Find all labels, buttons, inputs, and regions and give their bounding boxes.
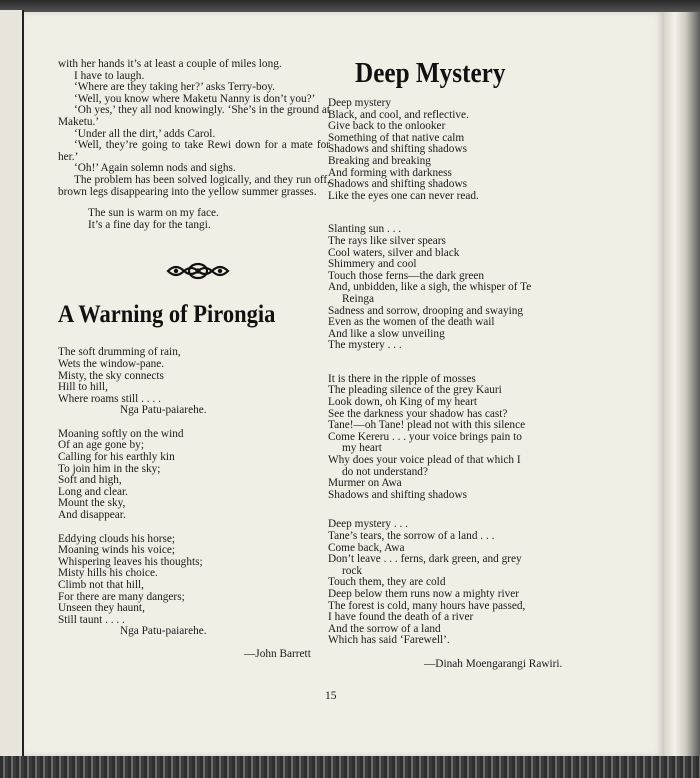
- poem-line: Moaning winds his voice;: [58, 544, 176, 557]
- poem-line: For there are many dangers;: [58, 590, 185, 603]
- poem-line: And disappear.: [58, 509, 126, 522]
- poem-line: Like the eyes one can never read.: [328, 189, 479, 202]
- poem-line: Where roams still . . . .: [58, 392, 161, 405]
- poem-line: Whispering leaves his thoughts;: [58, 555, 203, 568]
- poem-line: Unseen they haunt,: [58, 602, 145, 615]
- poem-line: Eddying clouds his horse;: [58, 532, 176, 545]
- poem-line: Don’t leave . . . ferns, dark green, and grey: [328, 553, 522, 566]
- poem-line: Misty, the sky connects: [58, 369, 164, 382]
- poem-line: Deep mystery: [328, 97, 392, 109]
- previous-page-edge: [0, 10, 24, 758]
- scan-border-bottom: [0, 756, 700, 778]
- poem-line: Shimmery and cool: [328, 258, 417, 271]
- poem-line: Why does your voice plead of that which I: [328, 454, 521, 467]
- poem-line: The pleading silence of the grey Kauri: [328, 384, 502, 397]
- poem-title-warning: A Warning of Pirongia: [58, 301, 276, 329]
- poem-line: Black, and cool, and reflective.: [328, 108, 469, 121]
- poem-stanza: [58, 429, 330, 522]
- story-paragraph: ‘Under all the dirt,’ adds Carol.: [74, 127, 216, 140]
- poem-line: Shadows and shifting shadows: [328, 143, 468, 156]
- poem-line: Give back to the onlooker: [328, 120, 446, 133]
- poem-line: Cool waters, silver and black: [328, 246, 460, 259]
- poem-line: It is there in the ripple of mosses: [328, 372, 476, 385]
- poem-line: The mystery . . .: [328, 339, 402, 352]
- poem-line: Something of that native calm: [328, 131, 465, 144]
- poem-line: Murmer on Awa: [328, 477, 402, 490]
- poem-line: Come back, Awa: [328, 541, 405, 554]
- story-paragraph: I have to laugh.: [74, 69, 145, 82]
- page-number: 15: [325, 690, 337, 702]
- poem-line: Which has said ‘Farewell’.: [328, 634, 450, 647]
- poem-line: Come Kereru . . . your voice brings pain to: [328, 430, 522, 443]
- poem-author-deep: —Dinah Moengarangi Rawiri.: [424, 657, 563, 670]
- poem-line: And, unbidden, like a sigh, the whisper of Te: [328, 281, 532, 294]
- story-paragraph: ‘Oh yes,’ they all nod knowingly. ‘She’s in the ground at Maketu.’: [58, 104, 330, 128]
- poem-line: The forest is cold, many hours have passed,: [328, 599, 526, 612]
- poem-line: Climb not that hill,: [58, 579, 144, 591]
- poem-line: Mount the sky,: [58, 497, 126, 510]
- left-column: [58, 59, 330, 661]
- poem-line: To join him in the sky;: [58, 462, 161, 475]
- poem-line: Still taunt . . . .: [58, 613, 125, 626]
- poem-line: The soft drumming of rain,: [58, 346, 181, 359]
- poem-line: Misty hills his choice.: [58, 567, 158, 580]
- poem-line: Shadows and shifting shadows: [328, 178, 468, 191]
- poem-author-warning: —John Barrett: [244, 647, 311, 660]
- poem-line: Breaking and breaking: [328, 154, 431, 167]
- poem-line: Deep mystery . . .: [328, 518, 408, 531]
- story-paragraph: ‘Well, they’re going to take Rewi down for a mate for her.’: [58, 139, 330, 163]
- poem-line: Hill to hill,: [58, 381, 108, 394]
- poem-line: Calling for his earthly kin: [58, 451, 175, 464]
- poem-line: Moaning softly on the wind: [58, 427, 184, 440]
- story-paragraph: ‘Oh!’ Again solemn nods and sighs.: [74, 162, 236, 175]
- poem-line: The rays like silver spears: [328, 234, 446, 247]
- story-paragraph: The problem has been solved logically, and they run off, brown legs disappearing into the yellow summer grasses.: [58, 173, 330, 198]
- story-continuation: [58, 59, 330, 198]
- poem-line: And forming with darkness: [328, 166, 452, 179]
- right-column: [328, 60, 590, 671]
- poem-line: Reinga: [342, 292, 374, 305]
- poem-stanza: [328, 374, 590, 502]
- page-binding-edge: [664, 12, 700, 756]
- story-paragraph: ‘Well, you know where Maketu Nanny is don’t you?’: [74, 92, 316, 105]
- poem-line: Touch those ferns—the dark green: [328, 269, 485, 282]
- poem-line: Slanting sun . . .: [328, 223, 402, 236]
- poem-title-deep: Deep Mystery: [355, 58, 506, 89]
- poem-stanza: [328, 519, 590, 647]
- poem-stanza: [58, 534, 330, 638]
- poem-line: Nga Patu-paiarehe.: [120, 404, 207, 417]
- poem-line: Shadows and shifting shadows: [328, 488, 468, 501]
- poem-line: Deep below them runs now a mighty river: [328, 587, 520, 600]
- poem-line: I have found the death of a river: [328, 611, 474, 624]
- poem-line: Even as the women of the death wail: [328, 316, 495, 329]
- story-paragraph: with her hands it’s at least a couple of miles long.: [58, 58, 282, 70]
- poem-line: my heart: [342, 442, 382, 455]
- poem-stanza: [58, 347, 330, 417]
- knot-ornament-icon: [166, 261, 230, 281]
- poem-line: Wets the window-pane.: [58, 357, 165, 370]
- poem-line: Nga Patu-paiarehe.: [120, 625, 207, 638]
- closing-line: It’s a fine day for the tangi.: [88, 218, 211, 231]
- poem-line: Tane’s tears, the sorrow of a land . . .: [328, 530, 495, 542]
- poem-line: Tane!—oh Tane! plead not with this silence: [328, 419, 526, 432]
- poem-line: rock: [342, 564, 363, 577]
- story-paragraph: ‘Where are they taking her?’ asks Terry-boy.: [74, 81, 275, 94]
- poem-line: do not understand?: [342, 465, 428, 478]
- poem-line: Long and clear.: [58, 485, 128, 498]
- poem-line: Soft and high,: [58, 474, 122, 487]
- poem-line: Sadness and sorrow, drooping and swaying: [328, 304, 524, 317]
- poem-line: And like a slow unveiling: [328, 327, 445, 340]
- poem-line: Look down, oh King of my heart: [328, 396, 478, 409]
- poem-line: Touch them, they are cold: [328, 576, 446, 589]
- poem-line: See the darkness your shadow has cast?: [328, 407, 508, 420]
- poem-line: Of an age gone by;: [58, 439, 144, 452]
- closing-line: The sun is warm on my face.: [88, 207, 219, 220]
- poem-stanza: [328, 224, 590, 352]
- poem-stanza: [328, 98, 590, 202]
- story-closing: [58, 208, 330, 231]
- poem-line: And the sorrow of a land: [328, 622, 441, 635]
